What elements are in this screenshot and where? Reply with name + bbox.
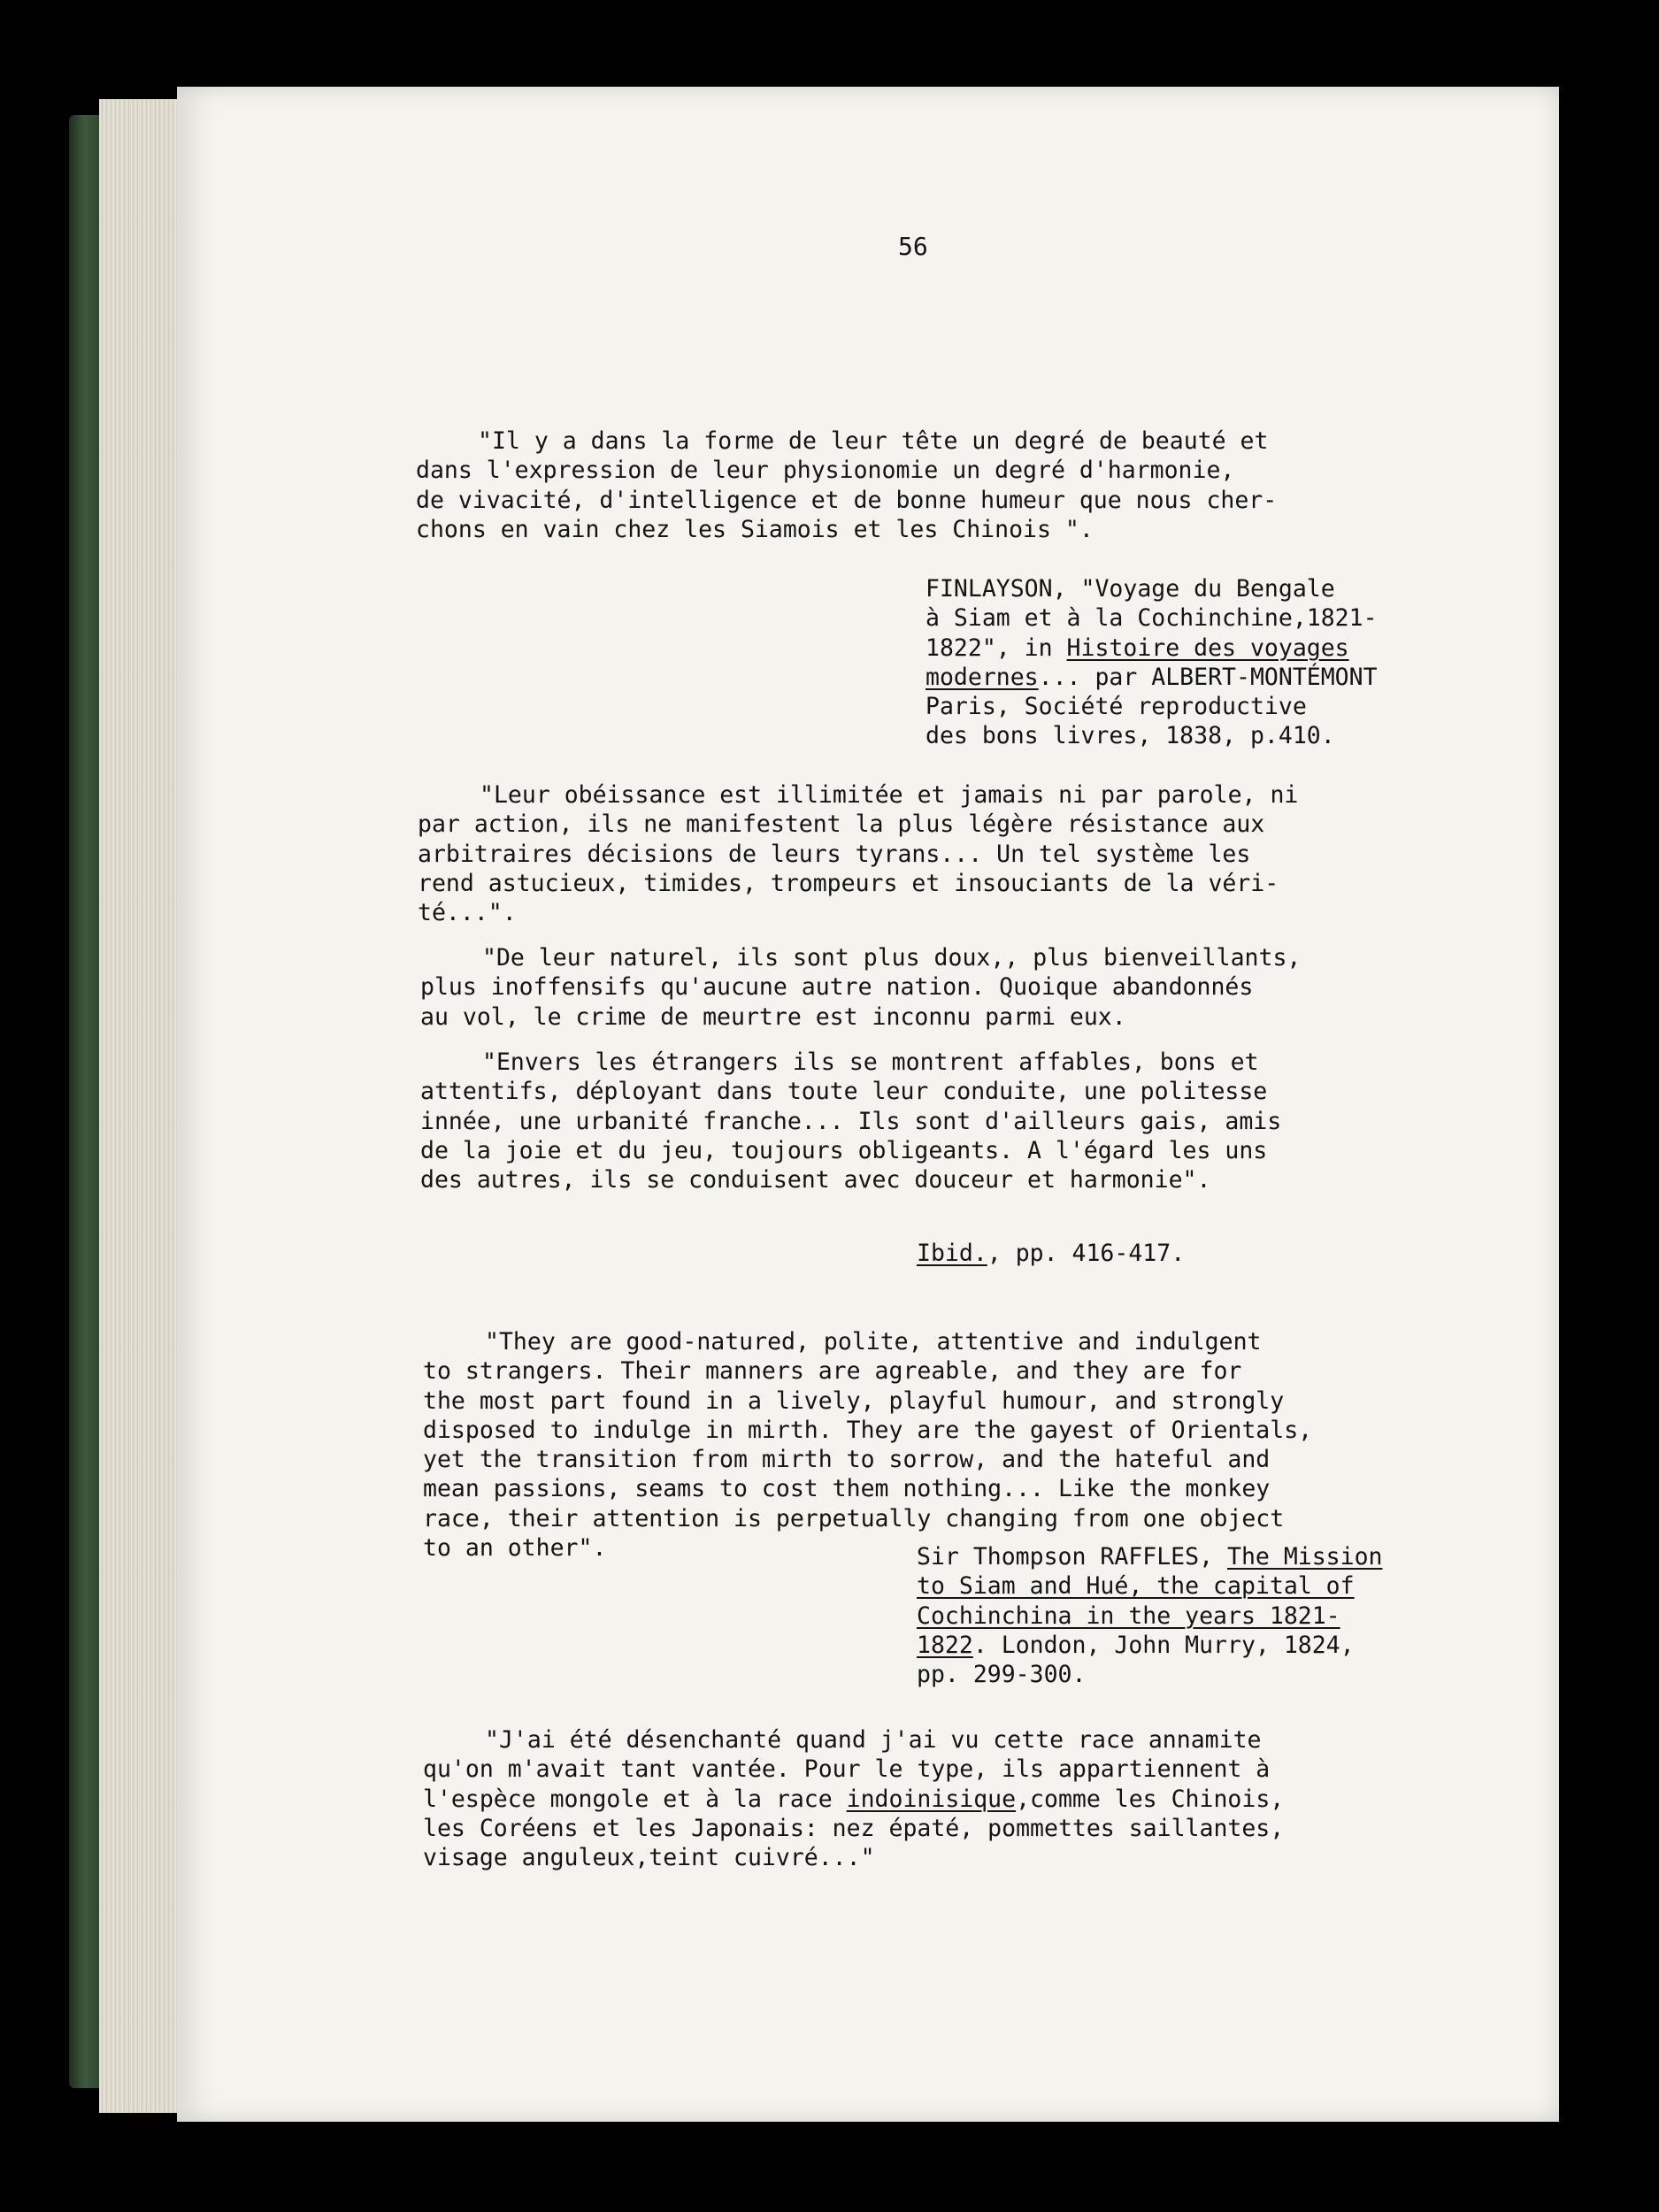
text-line: à Siam et à la Cochinchine,1821-: [926, 604, 1378, 633]
text-line: disposed to indulge in mirth. They are the gayest of Orientals,: [423, 1416, 1313, 1444]
text-line: "Leur obéissance est illimitée et jamais ni par parole, ni: [480, 781, 1299, 809]
text-line: des autres, ils se conduisent avec douceur et harmonie".: [420, 1166, 1211, 1194]
text-line: attentifs, déployant dans toute leur conduite, une politesse: [420, 1078, 1268, 1106]
text-span: ,comme les Chinois,: [1016, 1785, 1285, 1813]
book-title: Histoire des voyages: [1066, 634, 1349, 662]
citation-2: [917, 1239, 1185, 1268]
text-line: par action, ils ne manifestent la plus légère résistance aux: [418, 810, 1265, 839]
book-title: The Mission: [1227, 1543, 1383, 1571]
citation-1: [926, 574, 1378, 751]
text-line: des bons livres, 1838, p.410.: [926, 722, 1335, 750]
text-line: arbitraires décisions de leurs tyrans... Un tel système les: [418, 840, 1251, 868]
text-line: [917, 1601, 1383, 1631]
quote-1: [416, 426, 1277, 544]
text-line: au vol, le crime de meurtre est inconnu parmi eux.: [420, 1002, 1126, 1031]
text-line: innée, une urbanité franche... Ils sont d'ailleurs gais, amis: [420, 1107, 1282, 1135]
text-line: de la joie et du jeu, toujours obligeants. A l'égard les uns: [420, 1136, 1268, 1164]
page-edges: [99, 99, 188, 2113]
underlined-word: indoinisique: [846, 1785, 1017, 1813]
text-line: pp. 299-300.: [917, 1661, 1087, 1689]
quote-6: [423, 1725, 1284, 1872]
text-span: Sir Thompson RAFFLES,: [917, 1543, 1227, 1571]
quote-3: [420, 943, 1301, 1032]
text-line: to strangers. Their manners are agreable, and they are for: [423, 1357, 1242, 1386]
text-line: FINLAYSON, "Voyage du Bengale: [926, 575, 1335, 603]
text-line: plus inoffensifs qu'aucune autre nation. Quoique abandonnés: [420, 973, 1254, 1002]
text-span: l'espèce mongole et à la race: [423, 1785, 847, 1813]
text-span: . London, John Murry, 1824,: [972, 1631, 1355, 1659]
text-line: yet the transition from mirth to sorrow, and the hateful and: [423, 1446, 1271, 1474]
text-line: to an other".: [423, 1534, 607, 1563]
text-line: "Envers les étrangers ils se montrent affables, bons et: [482, 1048, 1259, 1076]
text-span: ... par ALBERT-MONTÉMONT: [1038, 663, 1378, 691]
text-line: té...".: [418, 899, 517, 927]
text-line: dans l'expression de leur physionomie un degré d'harmonie,: [416, 457, 1235, 485]
book-title: 1822: [917, 1631, 973, 1659]
text-line: [917, 1571, 1383, 1601]
citation-pages: , pp. 416-417.: [987, 1240, 1186, 1267]
text-line: qu'on m'avait tant vantée. Pour le type, ils appartiennent à: [423, 1755, 1271, 1784]
text-line: "J'ai été désenchanté quand j'ai vu cette race annamite: [485, 1726, 1262, 1754]
book-title: Cochinchina in the years 1821-: [917, 1601, 1340, 1630]
ibid: Ibid.: [917, 1240, 987, 1267]
text-line: mean passions, seams to cost them nothing... Like the monkey: [423, 1475, 1271, 1503]
text-line: "De leur naturel, ils sont plus doux,, plus bienveillants,: [482, 944, 1302, 972]
text-line: chons en vain chez les Siamois et les Chinois ".: [416, 515, 1094, 543]
text-span: 1822", in: [926, 634, 1067, 662]
text-line: "Il y a dans la forme de leur tête un degré de beauté et: [478, 427, 1269, 455]
text-line: rend astucieux, timides, trompeurs et insouciants de la véri-: [418, 869, 1279, 897]
text-line: [926, 634, 1378, 663]
book-title: modernes: [926, 663, 1039, 691]
quote-4: [420, 1048, 1281, 1194]
text-line: "They are good-natured, polite, attentive and indulgent: [485, 1328, 1262, 1356]
citation-3: [917, 1542, 1383, 1689]
text-line: the most part found in a lively, playful humour, and strongly: [423, 1386, 1285, 1415]
text-line: les Coréens et les Japonais: nez épaté, pommettes saillantes,: [423, 1814, 1285, 1842]
text-line: [917, 1542, 1383, 1571]
book-title: to Siam and Hué, the capital of: [917, 1572, 1355, 1601]
text-line: [926, 663, 1378, 692]
page-number: 56: [898, 232, 928, 261]
quote-2: [418, 780, 1298, 927]
text-line: [423, 1785, 1284, 1814]
text-line: de vivacité, d'intelligence et de bonne humeur que nous cher-: [416, 486, 1278, 514]
text-line: Paris, Société reproductive: [926, 693, 1307, 721]
text-line: race, their attention is perpetually changing from one object: [423, 1504, 1285, 1532]
quote-5: [423, 1327, 1312, 1563]
text-line: visage anguleux,teint cuivré...": [423, 1844, 875, 1872]
text-line: [917, 1631, 1383, 1660]
